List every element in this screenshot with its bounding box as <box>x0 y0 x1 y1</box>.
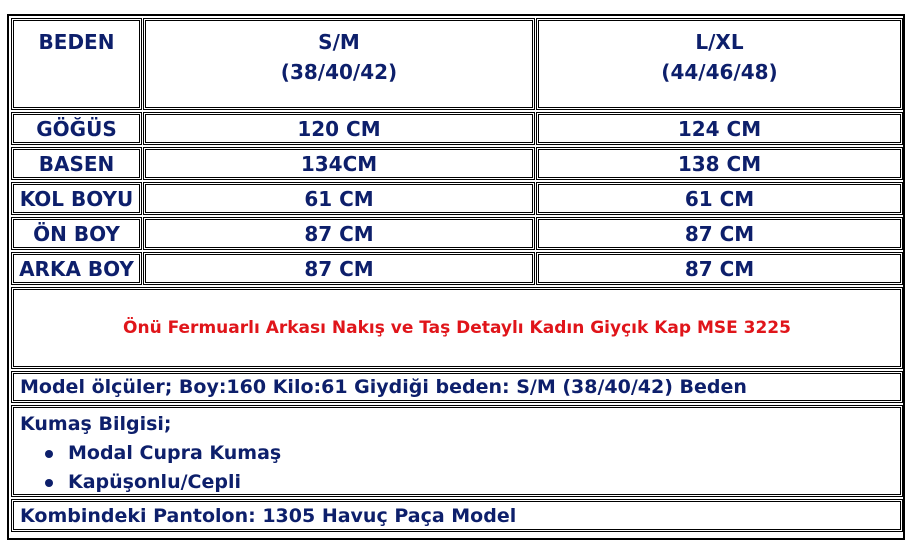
bullet-icon <box>45 450 53 458</box>
value-text: 120 CM <box>297 116 381 141</box>
row-label-text: ÖN BOY <box>33 221 120 246</box>
value-text: 61 CM <box>304 186 374 211</box>
model-info-text: Model ölçüler; Boy:160 Kilo:61 Giydiği beden: S/M (38/40/42) Beden <box>20 376 747 398</box>
header-lxl-range: (44/46/48) <box>661 60 778 84</box>
value-text: 87 CM <box>304 221 374 246</box>
fabric-item-text: Modal Cupra Kumaş <box>68 442 282 464</box>
header-sm-cell <box>143 18 535 110</box>
combination-cell <box>11 499 903 532</box>
row-label-text: ARKA BOY <box>19 256 134 281</box>
combination-text: Kombindeki Pantolon: 1305 Havuç Paça Model <box>20 504 517 527</box>
row-value-sm <box>143 112 535 145</box>
fabric-info-cell <box>11 405 903 497</box>
product-title-cell <box>11 287 903 369</box>
row-value-lxl <box>536 182 903 215</box>
value-text: 138 CM <box>677 151 762 176</box>
list-item <box>20 468 900 497</box>
row-value-sm <box>143 147 535 180</box>
value-text: 87 CM <box>684 221 755 246</box>
row-value-lxl <box>536 147 903 180</box>
row-value-sm <box>143 217 535 250</box>
value-text: 124 CM <box>677 116 762 141</box>
list-item <box>20 439 900 468</box>
product-title: Önü Fermuarlı Arkası Nakış ve Taş Detaylı Kadın Giyçık Kap MSE 3225 <box>123 318 791 338</box>
header-lxl-cell <box>536 18 903 110</box>
value-text: 87 CM <box>684 256 755 281</box>
row-label-arka-boy <box>11 252 142 285</box>
fabric-list <box>20 439 900 497</box>
row-label-gogus <box>11 112 142 145</box>
row-value-lxl <box>536 252 903 285</box>
row-label-text: KOL BOYU <box>19 186 134 211</box>
value-text: 87 CM <box>304 256 374 281</box>
row-label-kol-boyu <box>11 182 142 215</box>
header-beden-cell <box>11 18 142 110</box>
row-label-text: BASEN <box>38 151 115 176</box>
header-beden-label: BEDEN <box>38 30 115 54</box>
header-sm-name: S/M <box>318 30 360 54</box>
header-lxl-name: L/XL <box>695 30 744 54</box>
row-label-text: GÖĞÜS <box>36 116 117 141</box>
row-value-sm <box>143 182 535 215</box>
fabric-heading: Kumaş Bilgisi; <box>20 413 172 435</box>
row-value-lxl <box>536 217 903 250</box>
fabric-item-text: Kapüşonlu/Cepli <box>68 471 241 493</box>
size-chart-sheet <box>7 14 905 540</box>
value-text: 61 CM <box>684 186 755 211</box>
value-text: 134CM <box>300 151 378 176</box>
model-info-cell <box>11 371 903 403</box>
bullet-icon <box>45 479 53 487</box>
row-value-sm <box>143 252 535 285</box>
header-sm-range: (38/40/42) <box>280 60 398 84</box>
row-label-on-boy <box>11 217 142 250</box>
row-value-lxl <box>536 112 903 145</box>
row-label-basen <box>11 147 142 180</box>
